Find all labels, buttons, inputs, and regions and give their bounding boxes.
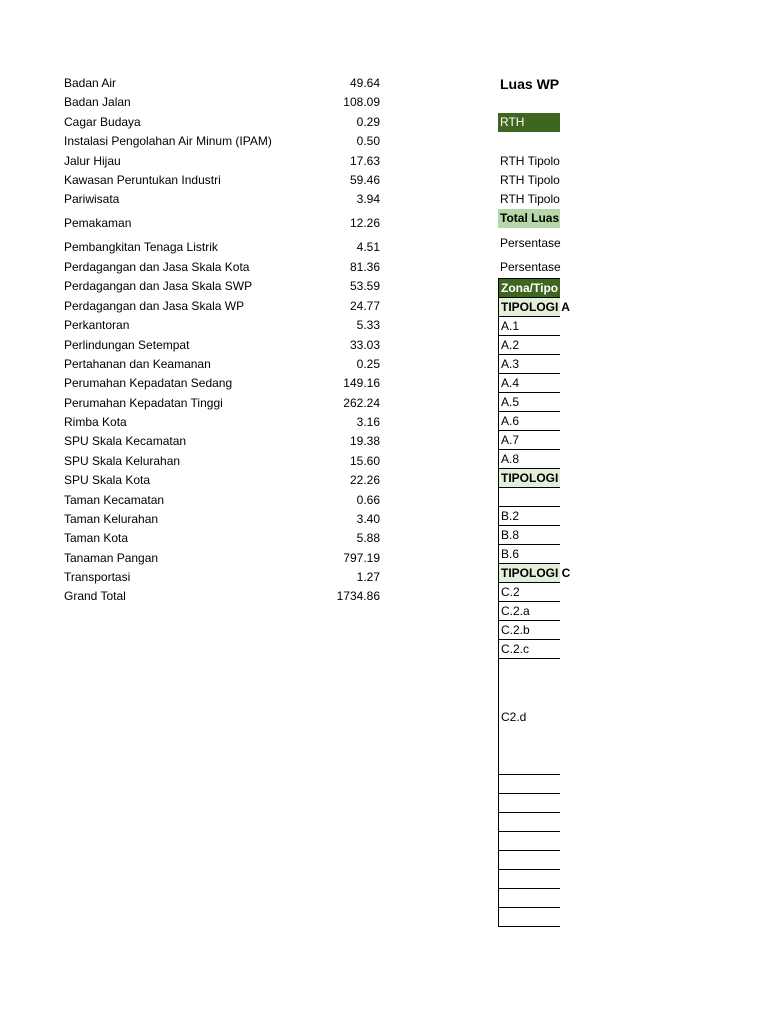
landuse-value: 3.16 — [356, 415, 380, 429]
landuse-name: SPU Skala Kecamatan — [64, 434, 187, 448]
total-luas-label: Total Luas — [498, 209, 560, 228]
landuse-value: 81.36 — [349, 260, 380, 274]
landuse-name: Taman Kelurahan — [64, 512, 159, 526]
landuse-name: Taman Kecamatan — [64, 493, 165, 507]
landuse-value: 19.38 — [349, 434, 380, 448]
landuse-row — [64, 152, 380, 171]
landuse-value: 0.29 — [356, 115, 380, 129]
tipologi-group-row: TIPOLOGI — [498, 468, 560, 488]
landuse-row — [64, 74, 380, 93]
landuse-name: Cagar Budaya — [64, 115, 141, 129]
landuse-name: Perumahan Kepadatan Sedang — [64, 376, 233, 390]
landuse-value: 3.94 — [356, 192, 380, 206]
persentase-row: Persentase — [500, 236, 561, 250]
landuse-name: Pemakaman — [64, 216, 132, 230]
landuse-name: Rimba Kota — [64, 415, 127, 429]
landuse-name: SPU Skala Kota — [64, 473, 151, 487]
landuse-value: 0.25 — [356, 357, 380, 371]
zona-row: B.6 — [498, 544, 560, 564]
tipologi-group-row: TIPOLOGI C — [498, 563, 560, 583]
zona-row: C2.d — [498, 658, 560, 775]
landuse-value: 15.60 — [349, 454, 380, 468]
landuse-name: Perumahan Kepadatan Tinggi — [64, 396, 223, 410]
landuse-row — [64, 471, 380, 490]
zona-table-header: Zona/Tipo — [498, 278, 560, 298]
rth-header: RTH — [498, 113, 560, 132]
zona-row: A.2 — [498, 335, 560, 355]
tipologi-group-row: TIPOLOGI A — [498, 297, 560, 317]
zona-row: C.2.a — [498, 601, 560, 621]
landuse-name: Tanaman Pangan — [64, 551, 159, 565]
zona-row: C.2 — [498, 582, 560, 602]
landuse-value: 59.46 — [349, 173, 380, 187]
landuse-name: Pertahanan dan Keamanan — [64, 357, 211, 371]
landuse-value: 797.19 — [343, 551, 380, 565]
landuse-row — [64, 93, 380, 112]
landuse-value: 5.88 — [356, 531, 380, 545]
zona-row: A.3 — [498, 354, 560, 374]
landuse-value: 108.09 — [343, 95, 380, 109]
zona-row — [498, 850, 560, 870]
landuse-name: Perlindungan Setempat — [64, 338, 190, 352]
zona-row — [498, 487, 560, 507]
zona-row: A.4 — [498, 373, 560, 393]
rth-row: RTH Tipolo — [500, 192, 560, 206]
landuse-name: Pembangkitan Tenaga Listrik — [64, 240, 218, 254]
rth-row: RTH Tipolo — [500, 154, 560, 168]
landuse-name: Instalasi Pengolahan Air Minum (IPAM) — [64, 134, 272, 148]
landuse-value: 1.27 — [356, 570, 380, 584]
zona-row: C.2.c — [498, 639, 560, 659]
landuse-value: 149.16 — [343, 376, 380, 390]
landuse-value: 0.66 — [356, 493, 380, 507]
landuse-value: 1734.86 — [336, 589, 380, 603]
zona-row: A.7 — [498, 430, 560, 450]
landuse-value: 5.33 — [356, 318, 380, 332]
landuse-row — [64, 529, 380, 548]
landuse-name: Perkantoran — [64, 318, 130, 332]
landuse-row — [64, 394, 380, 413]
zona-row: C.2.b — [498, 620, 560, 640]
landuse-name: Pariwisata — [64, 192, 120, 206]
landuse-value: 3.40 — [356, 512, 380, 526]
panel-title: Luas WP — [500, 76, 560, 92]
landuse-row — [64, 238, 380, 257]
landuse-name: Grand Total — [64, 589, 126, 603]
landuse-value: 0.50 — [356, 134, 380, 148]
zona-row: A.8 — [498, 449, 560, 469]
landuse-row — [64, 190, 380, 209]
landuse-row — [64, 258, 380, 277]
landuse-row — [64, 113, 380, 132]
zona-row: A.1 — [498, 316, 560, 336]
rth-row: RTH Tipolo — [500, 173, 560, 187]
landuse-value: 49.64 — [349, 76, 380, 90]
landuse-row — [64, 336, 380, 355]
zona-row: B.8 — [498, 525, 560, 545]
landuse-value: 4.51 — [356, 240, 380, 254]
landuse-row — [64, 568, 380, 587]
zona-row: A.5 — [498, 392, 560, 412]
landuse-name: Jalur Hijau — [64, 154, 121, 168]
landuse-name: Taman Kota — [64, 531, 129, 545]
landuse-row — [64, 510, 380, 529]
landuse-value: 53.59 — [349, 279, 380, 293]
landuse-row — [64, 432, 380, 451]
landuse-name: Badan Jalan — [64, 95, 131, 109]
zona-row — [498, 869, 560, 889]
zona-row — [498, 793, 560, 813]
zona-row — [498, 888, 560, 908]
landuse-name: SPU Skala Kelurahan — [64, 454, 181, 468]
landuse-row — [64, 132, 380, 151]
landuse-value: 33.03 — [349, 338, 380, 352]
landuse-row — [64, 316, 380, 335]
landuse-row — [64, 413, 380, 432]
landuse-row — [64, 549, 380, 568]
landuse-value: 24.77 — [349, 299, 380, 313]
landuse-value: 17.63 — [349, 154, 380, 168]
landuse-value: 262.24 — [343, 396, 380, 410]
persentase-row: Persentase — [500, 260, 561, 274]
landuse-name: Perdagangan dan Jasa Skala WP — [64, 299, 245, 313]
landuse-row — [64, 491, 380, 510]
landuse-row — [64, 355, 380, 374]
landuse-name: Perdagangan dan Jasa Skala SWP — [64, 279, 253, 293]
landuse-name: Kawasan Peruntukan Industri — [64, 173, 221, 187]
landuse-row — [64, 452, 380, 471]
landuse-row — [64, 587, 380, 606]
landuse-row — [64, 374, 380, 393]
zona-row: A.6 — [498, 411, 560, 431]
landuse-row — [64, 171, 380, 190]
landuse-name: Transportasi — [64, 570, 131, 584]
landuse-value: 22.26 — [349, 473, 380, 487]
landuse-row — [64, 214, 380, 233]
zona-row: B.2 — [498, 506, 560, 526]
zona-row — [498, 831, 560, 851]
landuse-name: Perdagangan dan Jasa Skala Kota — [64, 260, 250, 274]
landuse-row — [64, 277, 380, 296]
landuse-value: 12.26 — [349, 216, 380, 230]
zona-row — [498, 907, 560, 927]
landuse-row — [64, 297, 380, 316]
zona-row — [498, 774, 560, 794]
landuse-name: Badan Air — [64, 76, 117, 90]
zona-row — [498, 812, 560, 832]
